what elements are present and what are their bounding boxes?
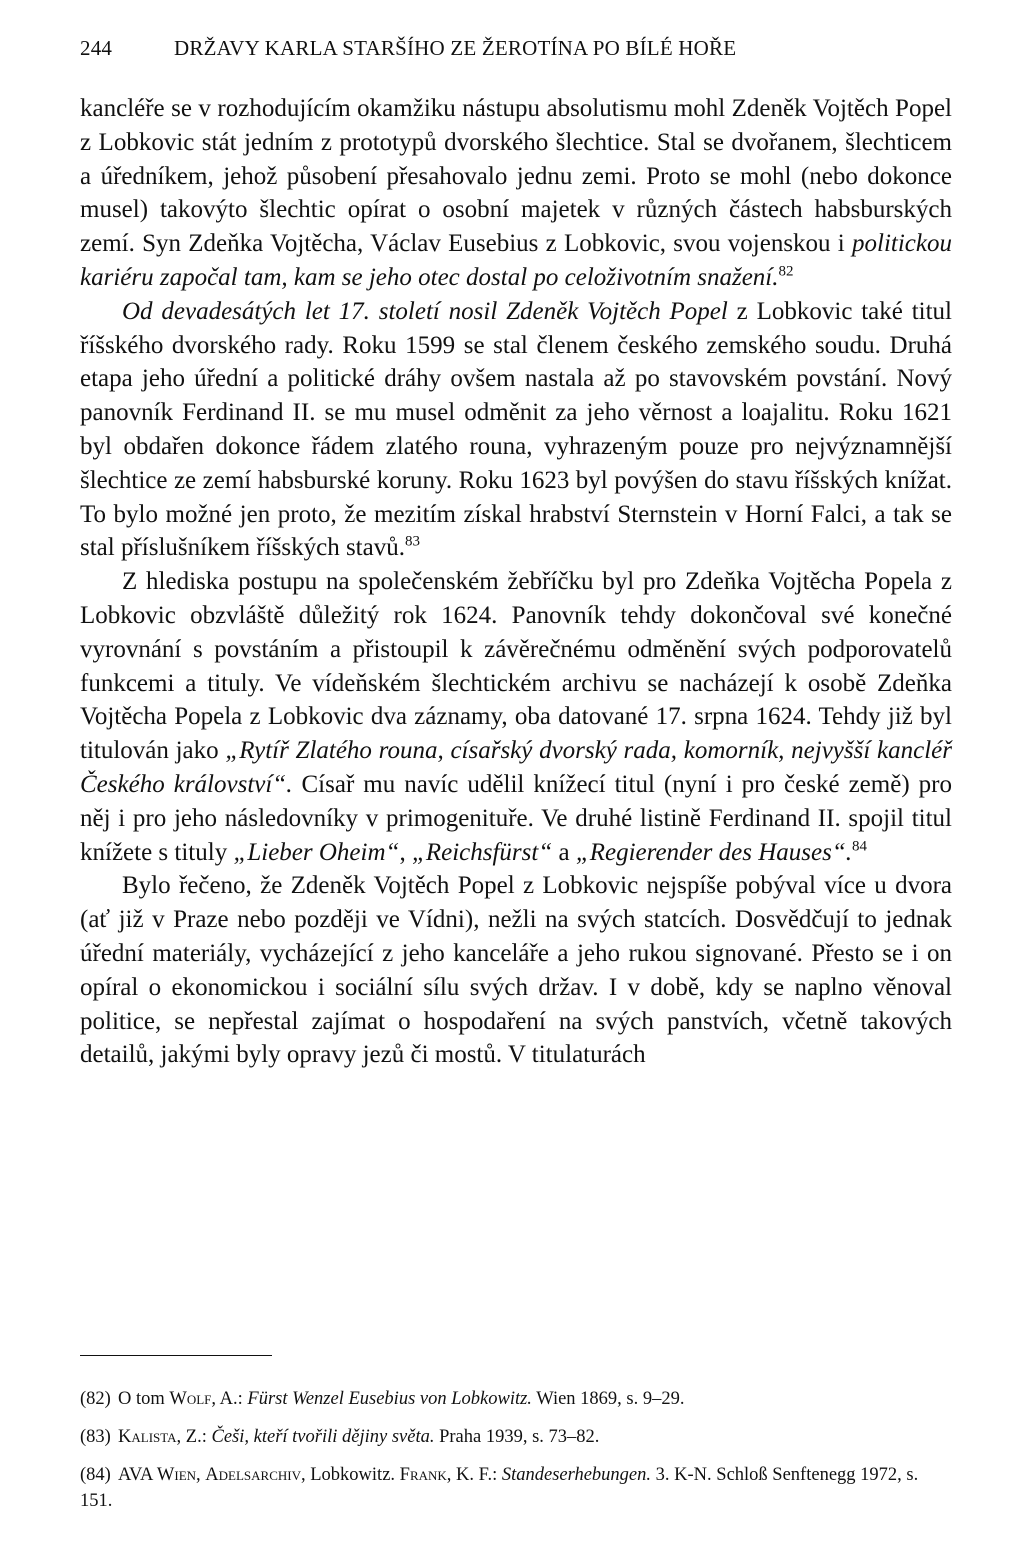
footnote <box>80 1424 952 1450</box>
text-run: , Z.: <box>176 1427 212 1447</box>
italic-run: „Rytíř Zlatého rouna, císařský dvorský rada, komorník, nejvyšší kancléř Českého království“. <box>80 737 952 798</box>
italic-run: „Lieber Oheim“ <box>233 838 400 866</box>
author-name: Wolf <box>169 1389 212 1409</box>
book-title: Standeserhebungen. <box>501 1465 652 1485</box>
text-run: , K. F.: <box>446 1465 502 1485</box>
footnote <box>80 1462 952 1514</box>
footnote-number: (83) <box>80 1427 111 1447</box>
footnote-mark: 82 <box>778 263 794 280</box>
footnote <box>80 1386 952 1412</box>
body-text <box>80 92 952 1072</box>
text-run: 3. K-N. Schloß Senftenegg 1972, s. 151. <box>80 1465 919 1511</box>
text-run: AVA <box>118 1465 157 1485</box>
text-run: Praha 1939, s. 73–82. <box>434 1427 600 1447</box>
paragraph <box>80 869 952 1072</box>
text-run: kancléře se v rozhodujícím okamžiku nástupu absolutismu mohl Zdeněk Vojtěch Popel z Lobkovic stát jedním z prototypů dvorského šlechtice. Stal se dvořanem, šlechticem a úředníkem, jehož působení přesahovalo jednu zemi. Proto se mohl (nebo dokonce musel) takovýto šlechtic opírat o osobní majetek v různých částech habsburských zemí. Syn Zdeňka Vojtěcha, Václav Eusebius z Lobkovic, svou vojenskou i <box>80 95 952 258</box>
italic-run: „Reichsfürst“ <box>411 838 553 866</box>
text-run: , Lobkowitz. <box>301 1465 400 1485</box>
italic-run: politickou kariéru započal tam, kam se jeho otec dostal po celoživotním snažení. <box>80 230 952 291</box>
archive-name: Wien <box>156 1465 197 1485</box>
book-title: Češi, kteří tvořili dějiny světa. <box>211 1427 435 1447</box>
footnotes <box>80 1386 952 1526</box>
italic-run: „Regierender des Hauses“. <box>575 838 852 866</box>
text-run: a <box>552 838 576 866</box>
text-run: , <box>399 838 412 866</box>
book-title: Fürst Wenzel Eusebius von Lobkowitz. <box>247 1389 532 1409</box>
running-header <box>80 36 950 61</box>
text-run: Bylo řečeno, že Zdeněk Vojtěch Popel z Lobkovic nejspíše pobýval více u dvora (ať již v Praze nebo později ve Vídni), nežli na svých statcích. Dosvědčují to jednak úřední materiály, vycházející z jeho kanceláře a jeho rukou signované. Přesto se i on opíral o ekonomickou i sociální sílu svých držav. I v době, kdy se naplno věnoval politice, se nepřestal zajímat o hospodaření na svých panstvích, včetně takových detailů, jakými byly opravy jezů či mostů. V titulaturách <box>80 872 952 1069</box>
footnote-mark: 83 <box>404 534 420 551</box>
archive-name: Adelsarchiv <box>205 1465 301 1485</box>
text-run: , A.: <box>211 1389 248 1409</box>
author-name: Kalista <box>118 1427 177 1447</box>
footnote-rule <box>80 1355 272 1356</box>
text-run: Z hlediska postupu na společenském žebříčku byl pro Zdeňka Vojtěcha Popela z Lobkovic obzvláště důležitý rok 1624. Panovník tehdy dokončoval své konečné vyrovnání s povstáním a přistoupil k závěrečnému odměnění svých podporovatelů funkcemi a tituly. Ve vídeňském šlechtickém archivu se nacházejí k osobě Zdeňka Vojtěcha Popela z Lobkovic dva záznamy, oba datované 17. srpna 1624. Tehdy již byl titulován jako <box>80 568 952 765</box>
text-run: O tom <box>118 1389 170 1409</box>
paragraph <box>80 565 952 869</box>
author-name: Frank <box>399 1465 447 1485</box>
paragraph <box>80 92 952 295</box>
italic-run: Od devadesátých let 17. století nosil Zdeněk Vojtěch Popel <box>122 297 728 325</box>
page-number: 244 <box>80 36 113 60</box>
paragraph <box>80 295 952 565</box>
text-run: , <box>196 1465 206 1485</box>
text-run: Wien 1869, s. 9–29. <box>531 1389 685 1409</box>
text-run: z Lobkovic také titul říšského dvorského rady. Roku 1599 se stal členem českého zemského soudu. Druhá etapa jeho úřední a politické dráhy ovšem nastala až po stavovském povstání. Nový panovník Ferdinand II. se mu musel odměnit za jeho věrnost a loajalitu. Roku 1621 byl obdařen dokonce řádem zlatého rouna, vyhrazeným pouze pro nejvýznamnější šlechtice ze zemí habsburské koruny. Roku 1623 byl povýšen do stavu říšských knížat. To bylo možné jen proto, že mezitím získal hrabství Sternstein v Horní Falci, a tak se stal příslušníkem říšských stavů. <box>80 297 952 562</box>
footnote-number: (84) <box>80 1465 111 1485</box>
running-title: DRŽAVY KARLA STARŠÍHO ZE ŽEROTÍNA PO BÍLÉ HOŘE <box>174 36 737 60</box>
footnote-number: (82) <box>80 1389 111 1409</box>
text-run: Císař mu navíc udělil knížecí titul (nyní i pro české země) pro něj i pro jeho následovníky v primogenituře. Ve druhé listině Ferdinand II. spojil titul knížete s tituly <box>80 770 952 866</box>
footnote-mark: 84 <box>851 838 867 855</box>
